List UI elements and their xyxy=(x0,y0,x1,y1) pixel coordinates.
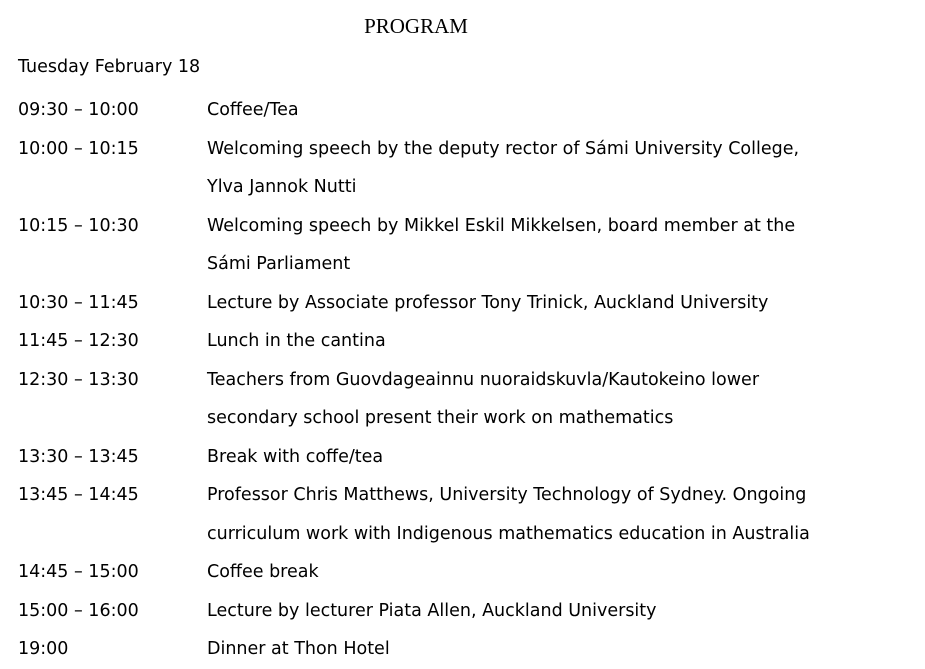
schedule-description xyxy=(207,91,898,130)
schedule-description xyxy=(207,207,898,284)
schedule-description xyxy=(207,553,898,592)
schedule-time: 11:45 – 12:30 xyxy=(18,331,139,351)
schedule-row xyxy=(18,592,898,631)
schedule-row xyxy=(18,553,898,592)
description-line: Coffee break xyxy=(207,562,319,582)
schedule-time: 10:15 – 10:30 xyxy=(18,215,139,236)
description-line: Professor Chris Matthews, University Technology of Sydney. Ongoing xyxy=(207,485,807,505)
schedule-description xyxy=(207,592,898,631)
schedule-description xyxy=(207,361,898,438)
description-line: Lecture by lecturer Piata Allen, Auckland University xyxy=(207,600,657,621)
description-line: Teachers from Guovdageainnu nuoraidskuvla/Kautokeino lower xyxy=(207,369,760,390)
schedule-description xyxy=(207,322,898,361)
description-line: Welcoming speech by the deputy rector of Sámi University College, xyxy=(207,138,800,159)
schedule-row xyxy=(18,91,898,130)
description-line: curriculum work with Indigenous mathematics education in Australia xyxy=(207,523,810,544)
schedule-description xyxy=(207,438,898,477)
description-line: Ylva Jannok Nutti xyxy=(207,177,357,197)
description-line: secondary school present their work on mathematics xyxy=(207,408,674,428)
description-line: Lecture by Associate professor Tony Trinick, Auckland University xyxy=(207,292,769,313)
description-line: Break with coffe/tea xyxy=(207,446,384,467)
schedule-description xyxy=(207,630,898,669)
description-line: Sámi Parliament xyxy=(207,254,351,274)
schedule-description xyxy=(207,476,898,553)
schedule-row xyxy=(18,284,898,323)
description-line: Lunch in the cantina xyxy=(207,331,386,351)
schedule-time: 19:00 xyxy=(18,639,69,659)
description-line: Coffee/Tea xyxy=(207,100,299,120)
schedule-time: 13:30 – 13:45 xyxy=(18,446,139,467)
schedule-time: 10:30 – 11:45 xyxy=(18,292,139,313)
schedule-time: 15:00 – 16:00 xyxy=(18,600,139,621)
day-heading: Tuesday February 18 xyxy=(18,57,201,77)
schedule-row xyxy=(18,207,898,284)
schedule-time: 13:45 – 14:45 xyxy=(18,485,139,505)
schedule-time: 14:45 – 15:00 xyxy=(18,562,139,582)
schedule-row xyxy=(18,322,898,361)
schedule-row xyxy=(18,361,898,438)
schedule-time: 12:30 – 13:30 xyxy=(18,369,139,390)
schedule-row xyxy=(18,630,898,669)
description-line: Dinner at Thon Hotel xyxy=(207,639,390,659)
description-line: Welcoming speech by Mikkel Eskil Mikkelsen, board member at the xyxy=(207,215,796,236)
page-title: PROGRAM xyxy=(364,14,468,38)
schedule-row xyxy=(18,438,898,477)
schedule-description xyxy=(207,284,898,323)
schedule-list xyxy=(18,91,898,669)
schedule-row xyxy=(18,476,898,553)
schedule-time: 10:00 – 10:15 xyxy=(18,138,139,159)
schedule-row xyxy=(18,130,898,207)
schedule-time: 09:30 – 10:00 xyxy=(18,100,139,120)
schedule-description xyxy=(207,130,898,207)
